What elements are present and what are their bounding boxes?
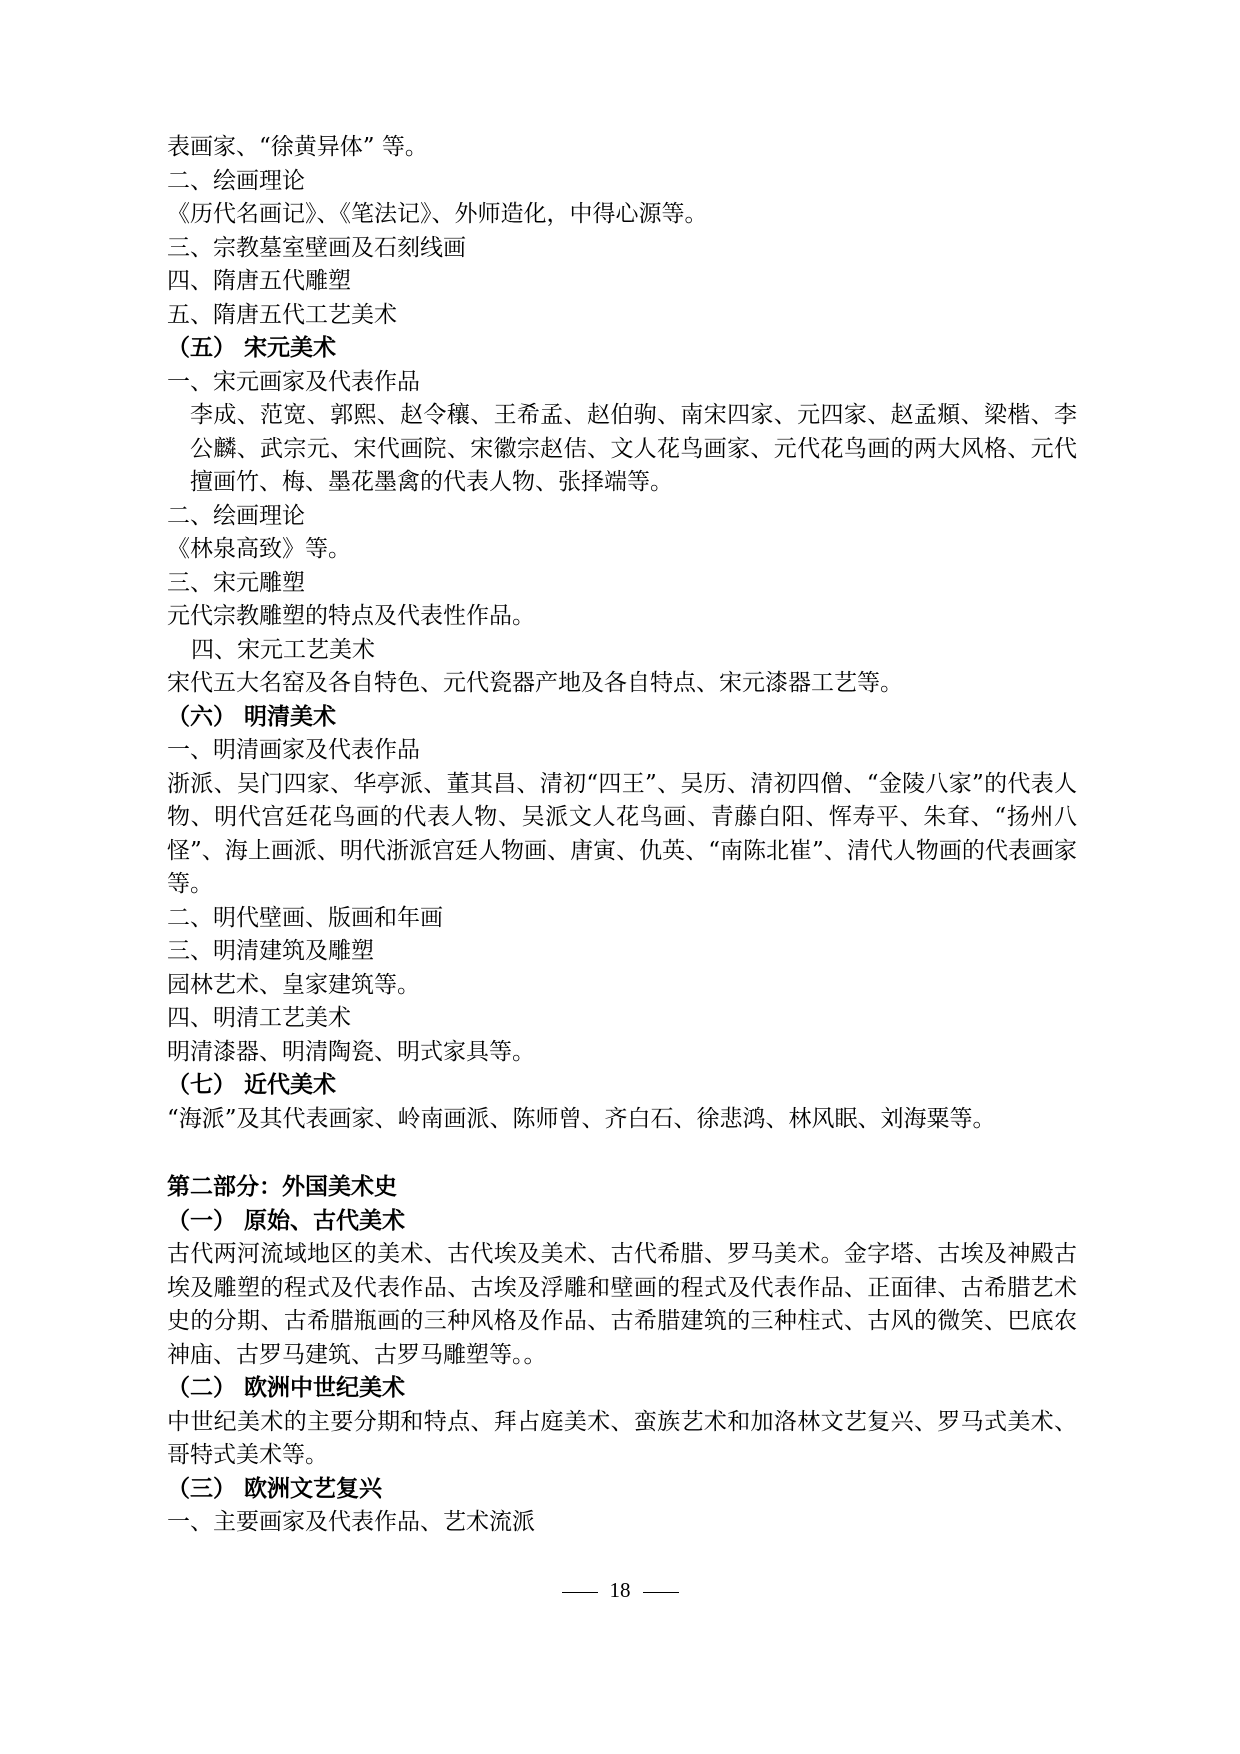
subsection-heading: 一、主要画家及代表作品、艺术流派	[167, 1509, 535, 1535]
subsection-heading: 二、绘画理论	[167, 167, 305, 194]
section-heading: （一） 原始、古代美术	[167, 1207, 406, 1234]
section-heading: （六） 明清美术	[167, 703, 337, 730]
blank-line	[167, 1136, 1077, 1171]
subsection-heading: 二、绘画理论	[167, 502, 305, 529]
section-heading: （二） 欧洲中世纪美术	[167, 1375, 406, 1401]
subsection-heading: 三、宗教墓室壁画及石刻线画	[167, 234, 466, 261]
paragraph-text: 《林泉高致》等。	[167, 536, 351, 562]
footer-dash-right	[643, 1592, 679, 1593]
section-heading: （七） 近代美术	[167, 1072, 337, 1098]
subsection-heading: 四、隋唐五代雕塑	[167, 268, 351, 294]
paragraph-text: 表画家、“徐黄异体” 等。	[167, 134, 428, 160]
footer-dash-left	[562, 1592, 598, 1593]
page-footer	[0, 1578, 1240, 1603]
paragraph-text: 《历代名画记》、《笔法记》、外师造化，中得心源等。	[167, 201, 708, 227]
subsection-heading: 一、明清画家及代表作品	[167, 737, 420, 763]
paragraph-text: 宋代五大名窑及各自特色、元代瓷器产地及各自特点、宋元漆器工艺等。	[167, 670, 903, 696]
section-heading: （五） 宋元美术	[167, 335, 337, 361]
page-number: 18	[609, 1578, 631, 1602]
subsection-heading: 三、明清建筑及雕塑	[167, 938, 374, 964]
paragraph-text: 古代两河流域地区的美术、古代埃及美术、古代希腊、罗马美术。金字塔、古埃及神殿古埃及雕塑的程式及代表作品、古埃及浮雕和壁画的程式及代表作品、正面律、古希腊艺术史的分期、古希腊瓶画的三种风格及作品、古希腊建筑的三种柱式、古风的微笑、巴底农神庙、古罗马建筑、古罗马雕塑等。。	[167, 1241, 1077, 1368]
paragraph-text: 李成、范宽、郭熙、赵令穰、王希孟、赵伯驹、南宋四家、元四家、赵孟頫、梁楷、李公麟、武宗元、宋代画院、宋徽宗赵佶、文人花鸟画家、元代花鸟画的两大风格、元代擅画竹、梅、墨花墨禽的代表人物、张择端等。	[190, 402, 1077, 495]
subsection-heading: 五、隋唐五代工艺美术	[167, 301, 397, 328]
subsection-heading: 三、宋元雕塑	[167, 569, 305, 596]
paragraph-text: 明清漆器、明清陶瓷、明式家具等。	[167, 1038, 535, 1065]
paragraph-text: “海派”及其代表画家、岭南画派、陈师曾、齐白石、徐悲鸿、林风眠、刘海粟等。	[167, 1105, 996, 1132]
subsection-heading: 二、明代壁画、版画和年画	[167, 904, 443, 931]
subsection-heading: 一、宋元画家及代表作品	[167, 368, 420, 395]
paragraph-text: 浙派、吴门四家、华亭派、董其昌、清初“四王”、吴历、清初四僧、“金陵八家”的代表人物、明代宫廷花鸟画的代表人物、吴派文人花鸟画、青藤白阳、恽寿平、朱耷、“扬州八怪”、海上画派、明代浙派宫廷人物画、唐寅、仇英、“南陈北崔”、清代人物画的代表画家等。	[167, 770, 1077, 897]
subsection-heading: 四、宋元工艺美术	[191, 636, 375, 663]
document-body	[167, 131, 1077, 1540]
subsection-heading: 四、明清工艺美术	[167, 1005, 351, 1031]
section-heading: （三） 欧洲文艺复兴	[167, 1475, 383, 1502]
paragraph-text: 园林艺术、皇家建筑等。	[167, 971, 420, 998]
paragraph-text: 中世纪美术的主要分期和特点、拜占庭美术、蛮族艺术和加洛林文艺复兴、罗马式美术、哥特式美术等。	[167, 1408, 1077, 1468]
paragraph-text: 元代宗教雕塑的特点及代表性作品。	[167, 603, 535, 629]
part-heading: 第二部分：外国美术史	[167, 1174, 397, 1200]
